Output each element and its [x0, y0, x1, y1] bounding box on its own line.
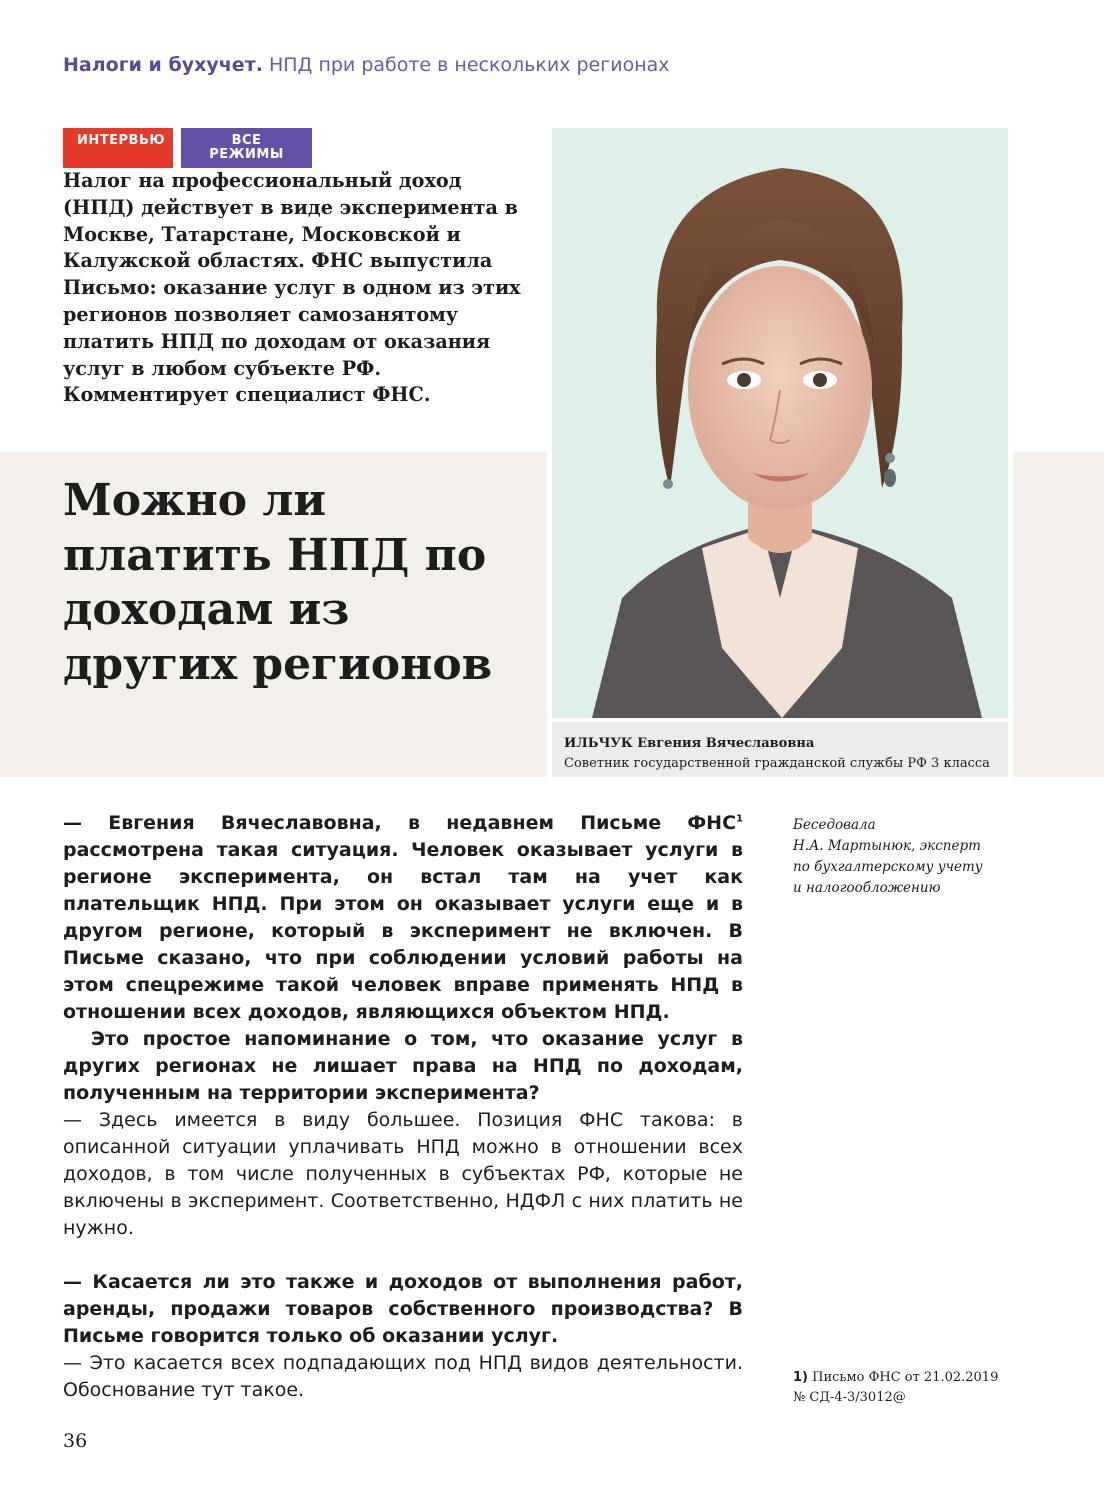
interviewer-note-line: и налогообложению	[793, 880, 941, 896]
article-body	[63, 810, 743, 1404]
caption-role: Советник государственной гражданской службы РФ 3 класса	[564, 756, 990, 771]
page-number: 36	[63, 1430, 88, 1452]
footnote-text: Письмо ФНС от 21.02.2019	[808, 1370, 999, 1385]
running-head	[63, 54, 670, 76]
photo-caption	[552, 722, 1008, 777]
tag-row	[63, 128, 312, 168]
section-title: Налоги и бухучет.	[63, 54, 263, 76]
interviewer-note-line: по бухгалтерскому учету	[793, 859, 983, 875]
portrait-photo	[552, 128, 1008, 718]
footnote-ref: 1	[736, 813, 743, 825]
lead-paragraph: Налог на профессиональный доход (НПД) действует в виде эксперимента в Москве, Татарстане, Московской и Калужской областях. ФНС выпустила Письмо: оказание услуг в одном из этих регионов позволяет самозанятому платить НПД по доходам от оказания услуг в любом субъекте РФ. Комментирует специалист ФНС.	[63, 169, 521, 407]
answer-1: — Здесь имеется в виду большее. Позиция ФНС такова: в описанной ситуации уплачивать НПД можно в отношении всех доходов, в том числе полученных в субъектах РФ, которые не включены в эксперимент. Соответственно, НДФЛ с них платить не нужно.	[63, 1109, 743, 1239]
question-1-part-a: — Евгения Вячеславовна, в недавнем Письме ФНС	[63, 812, 737, 834]
portrait-illustration	[552, 128, 1008, 718]
footnote-number: 1)	[793, 1370, 808, 1385]
interviewer-note-line: Н.А. Мартынюк, эксперт	[793, 838, 981, 854]
caption-name: ИЛЬЧУК Евгения Вячеславовна	[564, 736, 815, 751]
footnote	[793, 1368, 1033, 1408]
tag-all-regimes: ВСЕ РЕЖИМЫ	[181, 128, 312, 168]
article-headline: Можно ли платить НПД по доходам из других регионов	[63, 475, 493, 690]
question-1-part-b: рассмотрена такая ситуация. Человек оказывает услуги в регионе эксперимента, он встал там на учет как плательщик НПД. При этом он оказывает услуги еще и в другом регионе, который в эксперимент не включен. В Письме сказано, что при соблюдении условий работы на этом спецрежиме такой человек вправе применять НПД в отношении всех доходов, являющихся объектом НПД.	[63, 839, 743, 1023]
interviewer-note-line: Беседовала	[793, 817, 876, 833]
tag-interview: ИНТЕРВЬЮ	[63, 128, 173, 168]
footnote-text: № СД-4-3/3012@	[793, 1390, 906, 1405]
question-1-followup: Это простое напоминание о том, что оказание услуг в других регионах не лишает права на НПД по доходам, полученным на территории эксперимента?	[63, 1028, 743, 1104]
headline-band-right	[1013, 452, 1104, 777]
question-2: — Касается ли это также и доходов от выполнения работ, аренды, продажи товаров собственного производства? В Письме говорится только об оказании услуг.	[63, 1271, 743, 1347]
answer-2: — Это касается всех подпадающих под НПД видов деятельности. Обоснование тут такое.	[63, 1352, 743, 1401]
interviewer-note	[793, 815, 1023, 899]
topic-title: НПД при работе в нескольких регионах	[268, 54, 670, 76]
question-1	[63, 810, 743, 1026]
